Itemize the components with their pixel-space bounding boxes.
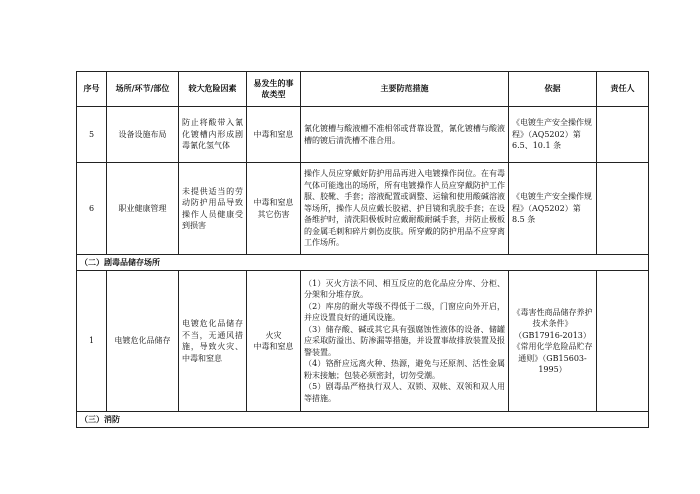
row-no: 5 xyxy=(77,107,107,163)
header-place: 场所/环节/部位 xyxy=(107,72,179,107)
measure-item: （2）库房的耐火等级不得低于二级，门窗应向外开启，并应设置良好的通风设施。 xyxy=(304,301,505,323)
header-no: 序号 xyxy=(77,72,107,107)
header-person: 责任人 xyxy=(597,72,649,107)
measure-item: （5）剧毒品严格执行双人、双锁、双帐、双领和双人用等措施。 xyxy=(304,382,505,403)
section-row xyxy=(77,255,649,271)
section-title: （三）消防 xyxy=(77,412,649,428)
header-measures: 主要防范措施 xyxy=(301,72,509,107)
basis-item: 《常用化学危险品贮存通则》（GB15603-1995） xyxy=(512,342,593,374)
header-accident: 易发生的事故类型 xyxy=(247,72,301,107)
basis-item: 《毒害性商品储存养护技术条件》（GB17916-2013） xyxy=(512,307,593,340)
header-row xyxy=(77,72,649,107)
row-measures xyxy=(301,271,509,412)
row-basis: 《电镀生产安全操作规程》（AQ5202）第 8.5 条 xyxy=(509,163,597,255)
header-risk: 较大危险因素 xyxy=(179,72,247,107)
row-risk: 电镀危化品储存不当，无通风措施，导致火灾、中毒和窒息 xyxy=(179,271,247,412)
section-row xyxy=(77,412,649,428)
table-row xyxy=(77,271,649,412)
row-person xyxy=(597,271,649,412)
measure-item: （3）储存酸、碱或其它具有强腐蚀性液体的设备、储罐应采取防溢出、防渗漏等措施，并设置事故排放装置及报警装置。 xyxy=(304,324,505,357)
row-accident: 中毒和窒息 其它伤害 xyxy=(247,163,301,255)
row-no: 6 xyxy=(77,163,107,255)
header-basis: 依据 xyxy=(509,72,597,107)
measure-item: （1）灭火方法不同、相互反应的危化品应分库、分柜、分架和分堆存放。 xyxy=(304,278,505,300)
row-basis xyxy=(509,271,597,412)
row-measures: 操作人员应穿戴好防护用品再进入电镀操作岗位。在有毒气体可能逸出的场所，所有电镀操作人员应穿戴防护工作服、胶靴、手套；溶液配置或调整、运输和使用酸碱溶液等场所，操作人员应戴长胶裙、护目镜和乳胶手套；在设备维护时，清洗阳极板时应戴耐酸耐碱手套，并防止极板的金属毛刺和碎片刺伤皮肤。所穿戴的防护用品不应穿离工作场所。 xyxy=(301,163,509,255)
row-no: 1 xyxy=(77,271,107,412)
hazard-table xyxy=(76,71,649,428)
row-risk: 防止将酸带入氰化镀槽内形成剧毒氰化氢气体 xyxy=(179,107,247,163)
row-accident: 火灾 中毒和窒息 xyxy=(247,271,301,412)
row-place: 职业健康管理 xyxy=(107,163,179,255)
row-risk: 未提供适当的劳动防护用品导致操作人员健康受到损害 xyxy=(179,163,247,255)
row-accident: 中毒和窒息 xyxy=(247,107,301,163)
section-title: （二）剧毒品储存场所 xyxy=(77,255,649,271)
row-place: 电镀危化品储存 xyxy=(107,271,179,412)
measure-item: （4）铬酐应远离火种、热源，避免与还原剂、活性金属粉末接触；包装必须密封，切勿受潮。 xyxy=(304,359,505,380)
row-person xyxy=(597,107,649,163)
row-measures: 氰化镀槽与酸液槽不准相邻或背靠设置，氰化镀槽与酸液槽的镀后清洗槽不准合用。 xyxy=(301,107,509,163)
row-place: 设备设施布局 xyxy=(107,107,179,163)
row-basis: 《电镀生产安全操作规程》（AQ5202）第 6.5、10.1 条 xyxy=(509,107,597,163)
table-row xyxy=(77,163,649,255)
row-person xyxy=(597,163,649,255)
table-row xyxy=(77,107,649,163)
